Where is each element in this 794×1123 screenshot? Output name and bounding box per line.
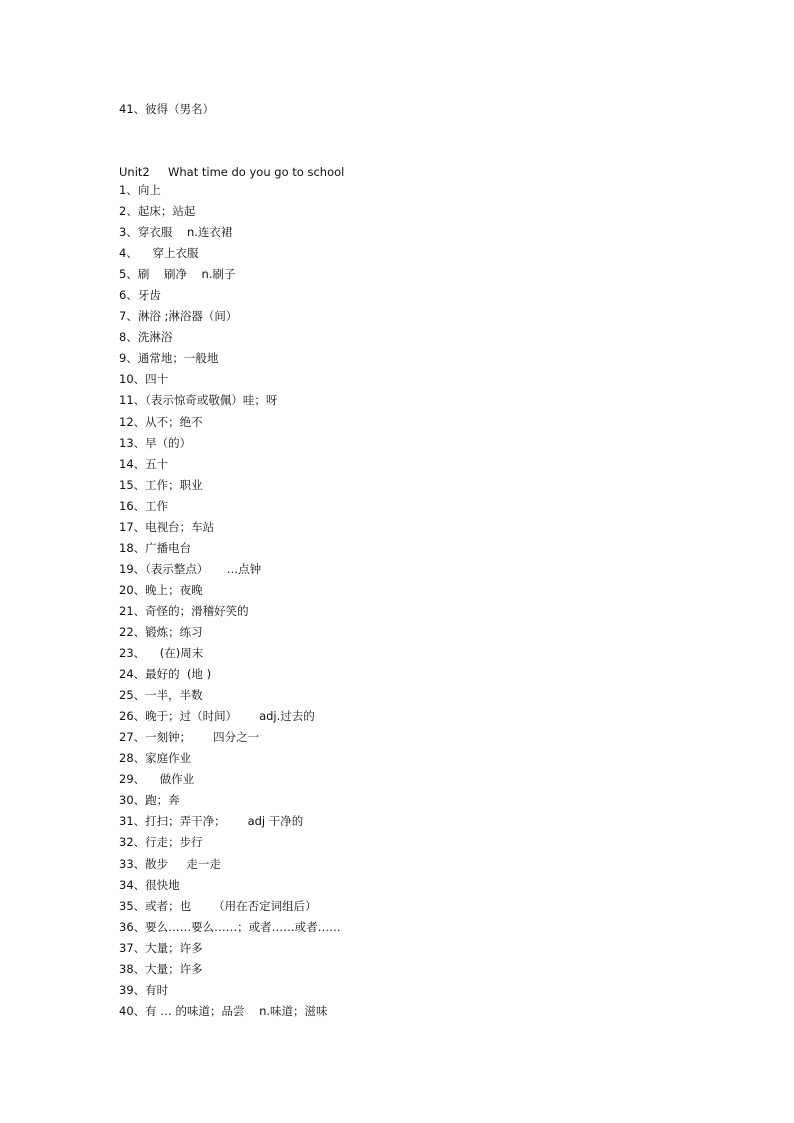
unit-title: Unit2 What time do you go to school (119, 165, 345, 179)
vocab-item: 39、有时 (119, 982, 169, 997)
vocab-item: 6、牙齿 (119, 288, 161, 303)
vocab-item: 24、最好的 (地 ) (119, 667, 212, 682)
vocab-item-41: 41、彼得（男名） (119, 102, 215, 116)
vocab-item: 28、家庭作业 (119, 751, 192, 766)
vocab-item: 10、四十 (119, 372, 169, 387)
vocab-item: 14、五十 (119, 456, 169, 471)
vocab-item: 40、有 … 的味道；品尝 n.味道；滋味 (119, 1003, 328, 1018)
vocab-item: 33、散步 走一走 (119, 856, 221, 871)
vocab-item: 29、 做作业 (119, 772, 195, 787)
vocab-item: 35、或者；也 （用在否定词组后） (119, 898, 317, 913)
vocab-item: 30、跑；奔 (119, 793, 180, 808)
vocab-item: 23、 (在)周末 (119, 646, 204, 661)
vocab-item: 13、早（的） (119, 435, 192, 450)
vocab-item: 2、起床；站起 (119, 204, 196, 219)
vocab-item: 27、一刻钟； 四分之一 (119, 730, 260, 745)
vocab-item: 21、奇怪的；滑稽好笑的 (119, 603, 249, 618)
vocab-item: 1、向上 (119, 183, 161, 197)
vocab-item: 38、大量；许多 (119, 961, 203, 976)
vocab-item: 37、大量；许多 (119, 940, 203, 955)
vocab-item: 34、很快地 (119, 877, 180, 892)
vocab-item: 26、晚于；过（时间） adj.过去的 (119, 709, 315, 724)
vocab-item: 20、晚上；夜晚 (119, 582, 203, 597)
vocab-list (119, 182, 341, 1024)
vocab-item: 18、广播电台 (119, 540, 192, 555)
vocab-item: 32、行走；步行 (119, 835, 203, 850)
vocab-item: 9、通常地；一般地 (119, 351, 219, 366)
vocab-item: 15、工作；职业 (119, 477, 203, 492)
vocab-item: 25、一半，半数 (119, 688, 203, 703)
vocab-item: 19、（表示整点） …点钟 (119, 561, 262, 576)
vocab-item: 3、穿衣服 n.连衣裙 (119, 225, 233, 240)
vocab-item: 16、工作 (119, 498, 169, 513)
vocab-item: 12、从不；绝不 (119, 414, 203, 429)
vocab-item: 11、（表示惊奇或敬佩）哇；呀 (119, 393, 278, 408)
vocab-item: 7、淋浴 ;淋浴器（间） (119, 309, 238, 324)
vocab-item: 17、电视台；车站 (119, 519, 215, 534)
vocab-item: 8、洗淋浴 (119, 330, 173, 345)
vocab-item: 36、要么……要么……；或者……或者…… (119, 919, 341, 934)
vocab-item: 5、刷 刷净 n.刷子 (119, 267, 236, 282)
vocab-item: 4、 穿上衣服 (119, 246, 199, 261)
vocab-item: 22、锻炼；练习 (119, 624, 203, 639)
vocab-item: 31、打扫；弄干净； adj 干净的 (119, 814, 304, 829)
